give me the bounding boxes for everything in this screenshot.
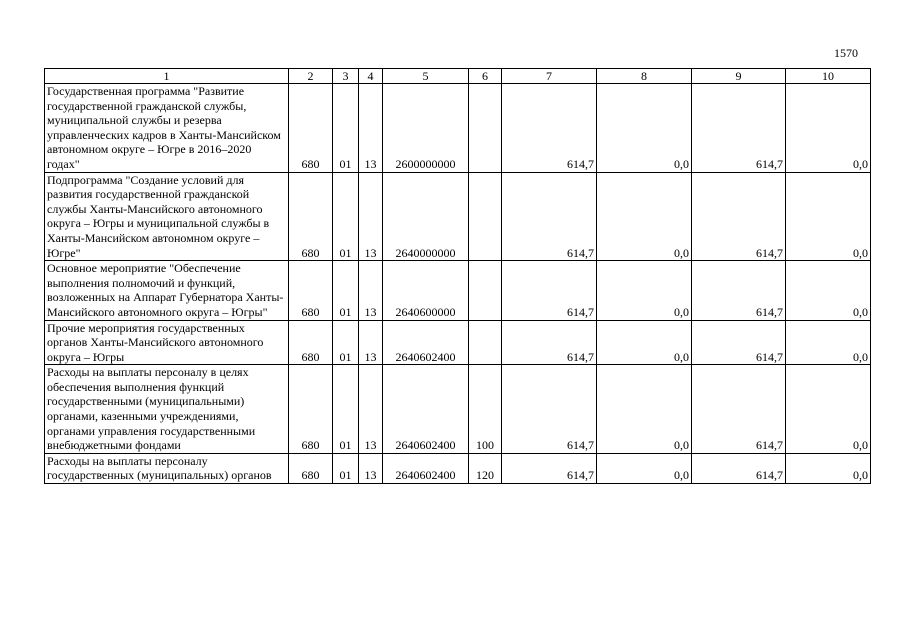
cell-target-article: 2640602400 (383, 320, 469, 365)
cell-subsection: 13 (359, 261, 383, 320)
cell-expense-type (469, 261, 502, 320)
cell-target-article: 2640000000 (383, 172, 469, 261)
cell-ministry-code: 680 (289, 320, 333, 365)
column-header: 10 (786, 69, 871, 84)
cell-value: 614,7 (692, 320, 786, 365)
cell-expense-type: 120 (469, 453, 502, 483)
cell-ministry-code: 680 (289, 261, 333, 320)
cell-value: 0,0 (786, 172, 871, 261)
cell-value: 0,0 (597, 261, 692, 320)
row-name: Подпрограмма "Создание условий для развития государственной гражданской службы Ханты-Мансийского автономного округа – Югры и муниципальной службы в Ханты-Мансийском автономном округе – Югре" (45, 172, 289, 261)
cell-value: 0,0 (786, 453, 871, 483)
column-header: 2 (289, 69, 333, 84)
cell-value: 614,7 (692, 365, 786, 454)
cell-value: 0,0 (597, 320, 692, 365)
cell-value: 0,0 (597, 172, 692, 261)
cell-subsection: 13 (359, 84, 383, 173)
cell-value: 614,7 (502, 84, 597, 173)
cell-section: 01 (333, 261, 359, 320)
page-number: 1570 (834, 46, 858, 60)
cell-expense-type: 100 (469, 365, 502, 454)
column-header: 1 (45, 69, 289, 84)
cell-section: 01 (333, 320, 359, 365)
column-header: 9 (692, 69, 786, 84)
table-row (45, 365, 871, 454)
cell-value: 0,0 (597, 453, 692, 483)
table-row (45, 261, 871, 320)
cell-value: 0,0 (597, 84, 692, 173)
cell-value: 614,7 (692, 172, 786, 261)
cell-value: 0,0 (597, 365, 692, 454)
cell-target-article: 2640600000 (383, 261, 469, 320)
cell-value: 614,7 (502, 365, 597, 454)
header-row (45, 69, 871, 84)
table-row (45, 172, 871, 261)
cell-value: 614,7 (502, 261, 597, 320)
cell-subsection: 13 (359, 172, 383, 261)
cell-ministry-code: 680 (289, 84, 333, 173)
cell-subsection: 13 (359, 365, 383, 454)
cell-expense-type (469, 172, 502, 261)
row-name: Расходы на выплаты персоналу государственных (муниципальных) органов (45, 453, 289, 483)
cell-value: 0,0 (786, 261, 871, 320)
table-row (45, 320, 871, 365)
cell-section: 01 (333, 172, 359, 261)
cell-ministry-code: 680 (289, 365, 333, 454)
table-row (45, 453, 871, 483)
cell-section: 01 (333, 453, 359, 483)
cell-value: 614,7 (692, 261, 786, 320)
cell-value: 0,0 (786, 320, 871, 365)
column-header: 4 (359, 69, 383, 84)
column-header: 8 (597, 69, 692, 84)
cell-section: 01 (333, 84, 359, 173)
cell-value: 0,0 (786, 84, 871, 173)
cell-ministry-code: 680 (289, 172, 333, 261)
cell-value: 614,7 (502, 172, 597, 261)
cell-target-article: 2640602400 (383, 365, 469, 454)
row-name: Прочие мероприятия государственных органов Ханты-Мансийского автономного округа – Югры (45, 320, 289, 365)
row-name: Основное мероприятие "Обеспечение выполнения полномочий и функций, возложенных на Аппарат Губернатора Ханты-Мансийского автономного округа – Югры" (45, 261, 289, 320)
cell-value: 614,7 (692, 84, 786, 173)
column-header: 3 (333, 69, 359, 84)
row-name: Расходы на выплаты персоналу в целях обеспечения выполнения функций государственными (муниципальными) органами, казенными учреждениями, органами управления государственными внебюджетными фондами (45, 365, 289, 454)
cell-value: 614,7 (502, 320, 597, 365)
column-header: 5 (383, 69, 469, 84)
budget-table (44, 68, 871, 484)
cell-value: 614,7 (502, 453, 597, 483)
cell-target-article: 2600000000 (383, 84, 469, 173)
row-name: Государственная программа "Развитие государственной гражданской службы, муниципальной службы и резерва управленческих кадров в Ханты-Мансийском автономном округе – Югре в 2016–2020 годах" (45, 84, 289, 173)
cell-value: 614,7 (692, 453, 786, 483)
cell-section: 01 (333, 365, 359, 454)
cell-value: 0,0 (786, 365, 871, 454)
cell-expense-type (469, 84, 502, 173)
cell-ministry-code: 680 (289, 453, 333, 483)
cell-subsection: 13 (359, 320, 383, 365)
cell-expense-type (469, 320, 502, 365)
cell-target-article: 2640602400 (383, 453, 469, 483)
cell-subsection: 13 (359, 453, 383, 483)
column-header: 6 (469, 69, 502, 84)
column-header: 7 (502, 69, 597, 84)
table-row (45, 84, 871, 173)
